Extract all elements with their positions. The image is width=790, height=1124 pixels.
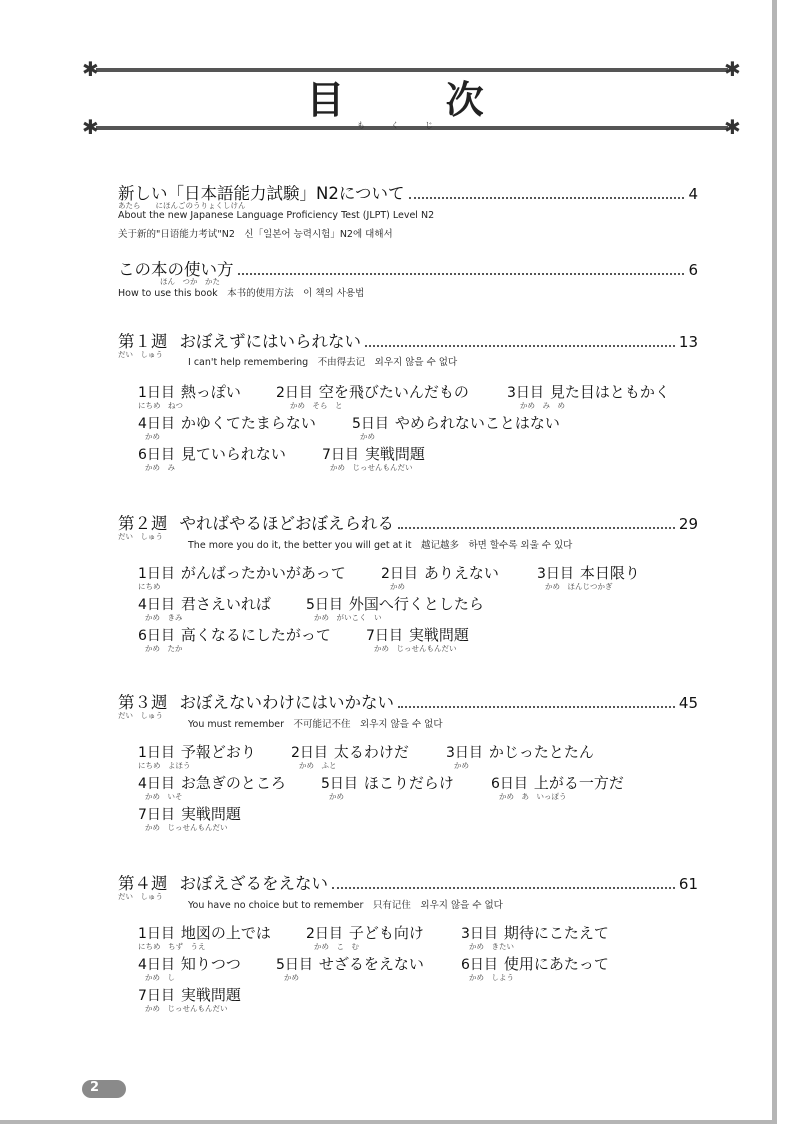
day-label: 2日目 — [381, 566, 418, 582]
day-label: 4日目 — [138, 957, 175, 973]
day-label: 6日目 — [461, 957, 498, 973]
day-ruby: にちめ よほう — [138, 761, 191, 770]
week-label-ruby: だい しゅう — [118, 711, 163, 720]
day-title: 君さえいれば — [180, 595, 271, 613]
week-title: おぼえざるをえない — [179, 874, 328, 893]
day-label: 3日目 — [461, 926, 498, 942]
week-label: 第２週 — [118, 514, 168, 533]
day-label: 2日目 — [276, 385, 313, 401]
day-ruby: かめ — [454, 761, 469, 770]
day-title: 使用にあたって — [503, 955, 609, 973]
entry-subtitle: How to use this book 本书的使用方法 이 책의 사용법 — [118, 288, 365, 299]
day-ruby: かめ し — [145, 973, 175, 982]
day-title: 予報どおり — [180, 743, 256, 761]
day-label: 2日目 — [291, 745, 328, 761]
day-title: 子ども向け — [348, 924, 424, 942]
day-ruby: かめ そら と — [290, 401, 343, 410]
day-title: 外国へ行くとしたら — [348, 595, 484, 613]
week-subtitle: The more you do it, the better you will get at it 越记越多 하면 할수록 외울 수 있다 — [188, 540, 573, 551]
day-ruby: かめ あ いっぽう — [499, 792, 567, 801]
entry-ruby: あたら にほんごのうりょくしけん — [118, 201, 246, 210]
day-title: 実戦問題 — [180, 986, 241, 1004]
day-label: 4日目 — [138, 776, 175, 792]
week-subtitle: You must remember 不可能记不住 외우지 않을 수 없다 — [188, 719, 443, 730]
day-title: 見た目はともかく — [549, 383, 670, 401]
day-entry[interactable] — [138, 412, 316, 434]
day-label: 1日目 — [138, 745, 175, 761]
entry-title: この本の使い方 — [118, 260, 234, 279]
day-label: 3日目 — [446, 745, 483, 761]
day-title: お急ぎのところ — [180, 774, 286, 792]
page-title: 目 次 — [306, 78, 528, 122]
page-number: 29 — [678, 515, 698, 533]
day-ruby: かめ いそ — [145, 792, 183, 801]
day-ruby: かめ ふと — [299, 761, 337, 770]
day-title: 期待にこたえて — [503, 924, 609, 942]
day-label: 7日目 — [366, 628, 403, 644]
week-title: おぼえないわけにはいかない — [179, 693, 394, 712]
week-label: 第３週 — [118, 693, 168, 712]
day-label: 5日目 — [321, 776, 358, 792]
day-title: 実戦問題 — [364, 445, 425, 463]
day-label: 6日目 — [491, 776, 528, 792]
day-title: かじったとたん — [488, 743, 594, 761]
week-subtitle: You have no choice but to remember 只有记住 외우지 않을 수 없다 — [188, 900, 503, 911]
day-label: 1日目 — [138, 926, 175, 942]
day-title: 熱っぽい — [180, 383, 241, 401]
day-title: 見ていられない — [180, 445, 286, 463]
dot-leader — [238, 273, 685, 275]
day-label: 6日目 — [138, 447, 175, 463]
week-title: おぼえずにはいられない — [179, 332, 361, 351]
day-ruby: にちめ ちず うえ — [138, 942, 206, 951]
day-label: 7日目 — [322, 447, 359, 463]
day-ruby: かめ み — [145, 463, 175, 472]
asterisk-ornament-icon: ✱ — [724, 115, 741, 139]
header-top-rule — [96, 68, 728, 72]
day-title: 上がる一方だ — [533, 774, 624, 792]
toc-entry-week-2[interactable] — [118, 510, 698, 532]
dot-leader — [409, 197, 685, 199]
day-label: 7日目 — [138, 807, 175, 823]
day-label: 2日目 — [306, 926, 343, 942]
day-title: 太るわけだ — [333, 743, 409, 761]
day-label: 5日目 — [306, 597, 343, 613]
week-label: 第１週 — [118, 332, 168, 351]
page-number: 45 — [678, 694, 698, 712]
day-title: ありえない — [423, 564, 499, 582]
day-title: ほこりだらけ — [363, 774, 454, 792]
day-ruby: かめ がいこく い — [314, 613, 382, 622]
asterisk-ornament-icon: ✱ — [82, 115, 99, 139]
day-ruby: かめ — [390, 582, 405, 591]
dot-leader — [398, 706, 675, 708]
toc-entry-week-4[interactable] — [118, 870, 698, 892]
day-ruby: かめ じっせんもんだい — [374, 644, 457, 653]
asterisk-ornament-icon: ✱ — [724, 57, 741, 81]
week-label: 第４週 — [118, 874, 168, 893]
day-title: 地図の上では — [180, 924, 271, 942]
page-number-label: 2 — [90, 1080, 100, 1095]
dot-leader — [365, 345, 675, 347]
day-ruby: かめ こ む — [314, 942, 359, 951]
day-ruby: かめ — [329, 792, 344, 801]
toc-entry-week-1[interactable] — [118, 328, 698, 350]
day-label: 5日目 — [352, 416, 389, 432]
dot-leader — [398, 527, 675, 529]
day-label: 4日目 — [138, 597, 175, 613]
day-title: かゆくてたまらない — [180, 414, 316, 432]
entry-subtitle-en: About the new Japanese Language Proficiency Test (JLPT) Level N2 — [118, 210, 435, 221]
day-entry[interactable] — [138, 562, 346, 584]
day-ruby: かめ — [284, 973, 299, 982]
toc-entry-week-3[interactable] — [118, 689, 698, 711]
day-label: 1日目 — [138, 566, 175, 582]
day-ruby: かめ きたい — [469, 942, 514, 951]
day-title: 高くなるにしたがって — [180, 626, 331, 644]
toc-entry-about-n2[interactable] — [118, 180, 698, 202]
day-ruby: かめ きみ — [145, 613, 183, 622]
day-ruby: かめ み め — [520, 401, 565, 410]
day-label: 3日目 — [507, 385, 544, 401]
week-label-ruby: だい しゅう — [118, 892, 163, 901]
page-number-badge — [82, 1080, 126, 1098]
day-label: 7日目 — [138, 988, 175, 1004]
day-label: 3日目 — [537, 566, 574, 582]
entry-ruby: ほん つか かた — [160, 277, 220, 286]
day-label: 5日目 — [276, 957, 313, 973]
asterisk-ornament-icon: ✱ — [82, 57, 99, 81]
day-label: 1日目 — [138, 385, 175, 401]
dot-leader — [332, 887, 675, 889]
day-label: 6日目 — [138, 628, 175, 644]
day-ruby: かめ じっせんもんだい — [145, 823, 228, 832]
day-ruby: かめ たか — [145, 644, 183, 653]
week-label-ruby: だい しゅう — [118, 532, 163, 541]
page-number: 6 — [688, 261, 698, 279]
day-ruby: にちめ ねつ — [138, 401, 183, 410]
page-number: 61 — [678, 875, 698, 893]
day-ruby: かめ — [360, 432, 375, 441]
entry-subtitle-zh-ko: 关于新的"日语能力考试"N2 신「일본어 능력시험」N2에 대해서 — [118, 229, 393, 240]
day-ruby: かめ しよう — [469, 973, 514, 982]
day-title: 空を飛びたいんだもの — [318, 383, 469, 401]
day-ruby: かめ — [145, 432, 160, 441]
page-number: 13 — [678, 333, 698, 351]
week-subtitle: I can't help remembering 不由得去记 외우지 않을 수 없다 — [188, 357, 458, 368]
day-ruby: かめ じっせんもんだい — [145, 1004, 228, 1013]
page-title-ruby: もくじ — [357, 121, 459, 130]
day-title: 実戦問題 — [180, 805, 241, 823]
page-number: 4 — [688, 185, 698, 203]
day-entry[interactable] — [352, 412, 560, 434]
week-label-ruby: だい しゅう — [118, 350, 163, 359]
toc-entry-how-to-use[interactable] — [118, 256, 698, 278]
day-title: 実戦問題 — [408, 626, 469, 644]
day-label: 4日目 — [138, 416, 175, 432]
day-title: やめられないことはない — [394, 414, 560, 432]
day-title: 本日限り — [579, 564, 640, 582]
day-ruby: にちめ — [138, 582, 161, 591]
week-title: やればやるほどおぼえられる — [179, 514, 394, 533]
day-title: せざるをえない — [318, 955, 424, 973]
day-ruby: かめ じっせんもんだい — [330, 463, 413, 472]
day-ruby: かめ ほんじつかぎ — [545, 582, 613, 591]
entry-title: 新しい「日本語能力試験」N2について — [118, 184, 405, 203]
day-title: 知りつつ — [180, 955, 241, 973]
day-title: がんばったかいがあって — [180, 564, 346, 582]
